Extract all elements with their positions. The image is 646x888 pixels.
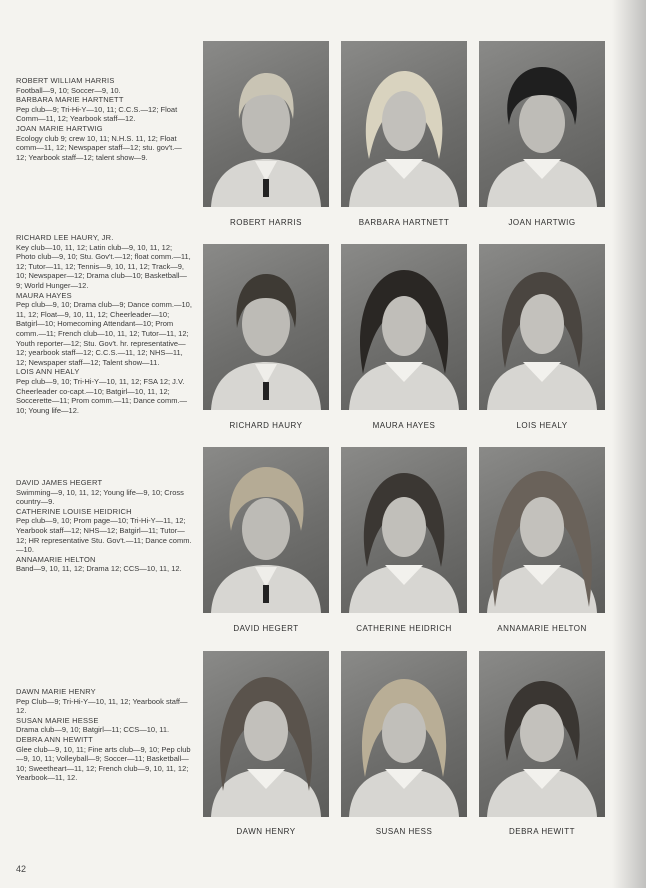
bio-activities: Key club—10, 11, 12; Latin club—9, 10, 11, 12; Photo club—9, 10; Stu. Gov't.—12; float comm.—11, 12; Tutor—11, 12; Tennis—9, 10, 11, 12; Track—9, 10; Newspaper—12; Drama club—10; Basketball—9; World Hunger—12. [16, 242, 191, 290]
portrait-caption: DAWN HENRY [236, 827, 296, 836]
portrait-silhouette [203, 41, 329, 207]
bio-name: LOIS ANN HEALY [16, 367, 80, 377]
portrait-silhouette [341, 447, 467, 613]
portrait-photo [479, 244, 605, 410]
bio-activities: Pep club—9, 10; Drama club—9; Dance comm.—10, 11, 12; Float—9, 10, 11, 12; Cheerleader—10; Batgirl—10; Homecoming Attendant—10; Prom comm.—11; French club—10, 11, 12; Tutor—11, 12; Youth reporter—12; Stu. Gov't. hr. representative—12; yearbook staff—12; C.C.S.—11, 12; NHS—11, 12; Newspaper staff—12; Talent show—11. [16, 300, 192, 367]
portrait-silhouette [479, 651, 605, 817]
portrait-caption: RICHARD HAURY [229, 421, 303, 430]
bio-activities: Football—9, 10; Soccer—9, 10. [16, 85, 121, 95]
portrait-caption: ROBERT HARRIS [230, 218, 302, 227]
bio-name: MAURA HAYES [16, 290, 72, 300]
bio-activities: Band—9, 10, 11, 12; Drama 12; CCS—10, 11, 12. [16, 564, 182, 574]
portrait-photo [479, 651, 605, 817]
portrait-silhouette [203, 447, 329, 613]
bio-block-4 [16, 687, 192, 783]
portrait-photo [203, 651, 329, 817]
portrait-silhouette [479, 41, 605, 207]
portrait-silhouette [479, 447, 605, 613]
page-gutter-shadow [612, 0, 646, 888]
portrait-caption: ANNAMARIE HELTON [497, 624, 587, 633]
bio-activities: Pep Club—9; Tri-Hi-Y—10, 11, 12; Yearbook staff—12. [16, 696, 188, 716]
bio-activities: Drama club—9, 10; Batgirl—11; CCS—10, 11. [16, 725, 170, 735]
portrait-photo [341, 651, 467, 817]
portrait-caption: MAURA HAYES [372, 421, 436, 430]
bio-activities: Pep club—9; Tri-Hi-Y—10, 11; C.C.S.—12; Float Comm—11, 12; Yearbook staff—12. [16, 104, 178, 124]
page-number: 42 [16, 864, 27, 874]
portrait-photo [341, 244, 467, 410]
bio-name: ROBERT WILLIAM HARRIS [16, 76, 115, 85]
portrait-photo [203, 41, 329, 207]
portrait-photo [203, 447, 329, 613]
portrait-silhouette [479, 244, 605, 410]
portrait-caption: JOAN HARTWIG [508, 218, 576, 227]
portrait-caption: DEBRA HEWITT [508, 827, 575, 836]
portrait-silhouette [341, 651, 467, 817]
bio-activities: Pep club—9, 10; Prom page—10; Tri-Hi-Y—11, 12; Yearbook staff—12; NHS—12; Batgirl—11; Tutor—12; HR representative Stu. Gov't.—11; Dance comm.—10. [16, 516, 192, 555]
portrait-silhouette [203, 651, 329, 817]
portrait-photo [479, 447, 605, 613]
bio-name: CATHERINE LOUISE HEIDRICH [16, 506, 132, 516]
portrait-photo [479, 41, 605, 207]
portrait-caption: BARBARA HARTNETT [358, 218, 450, 227]
bio-name: DAWN MARIE HENRY [16, 687, 96, 696]
portrait-silhouette [203, 244, 329, 410]
bio-name: ANNAMARIE HELTON [16, 554, 96, 564]
bio-name: BARBARA MARIE HARTNETT [16, 95, 124, 105]
portrait-photo [341, 447, 467, 613]
portrait-photo [203, 244, 329, 410]
bio-name: RICHARD LEE HAURY, JR. [16, 233, 114, 242]
portrait-caption: LOIS HEALY [516, 421, 568, 430]
bio-block-2 [16, 233, 192, 415]
portrait-silhouette [341, 41, 467, 207]
portrait-silhouette [341, 244, 467, 410]
portrait-caption: CATHERINE HEIDRICH [356, 624, 452, 633]
bio-name: JOAN MARIE HARTWIG [16, 123, 103, 133]
portrait-caption: DAVID HEGERT [233, 624, 299, 633]
portrait-photo [341, 41, 467, 207]
bio-activities: Glee club—9, 10, 11; Fine arts club—9, 10; Pep club—9, 10, 11; Volleyball—9; Soccer—11; Basketball—10; Sweetheart—11, 12; French club—9, 10, 11, 12; Yearbook—11, 12. [16, 744, 191, 783]
bio-block-1 [16, 76, 192, 162]
bio-block-3 [16, 478, 192, 574]
portrait-caption: SUSAN HESS [375, 827, 433, 836]
bio-name: SUSAN MARIE HESSE [16, 715, 99, 725]
bio-activities: Pep club—9, 10; Tri-Hi-Y—10, 11, 12; FSA 12; J.V. Cheerleader co-capt.—10; Batgirl—10, 11, 12; Soccerette—11; Prom comm.—11; Dance comm.—10; Young life—12. [16, 376, 188, 415]
bio-name: DEBRA ANN HEWITT [16, 734, 93, 744]
bio-activities: Swimming—9, 10, 11, 12; Young life—9, 10; Cross country—9. [16, 487, 184, 507]
bio-activities: Ecology club 9; crew 10, 11; N.H.S. 11, 12; Float comm—11, 12; Newspaper staff—12; stu. gov't.—12; Yearbook staff—12; talent show—9. [16, 133, 182, 162]
bio-name: DAVID JAMES HEGERT [16, 478, 103, 487]
